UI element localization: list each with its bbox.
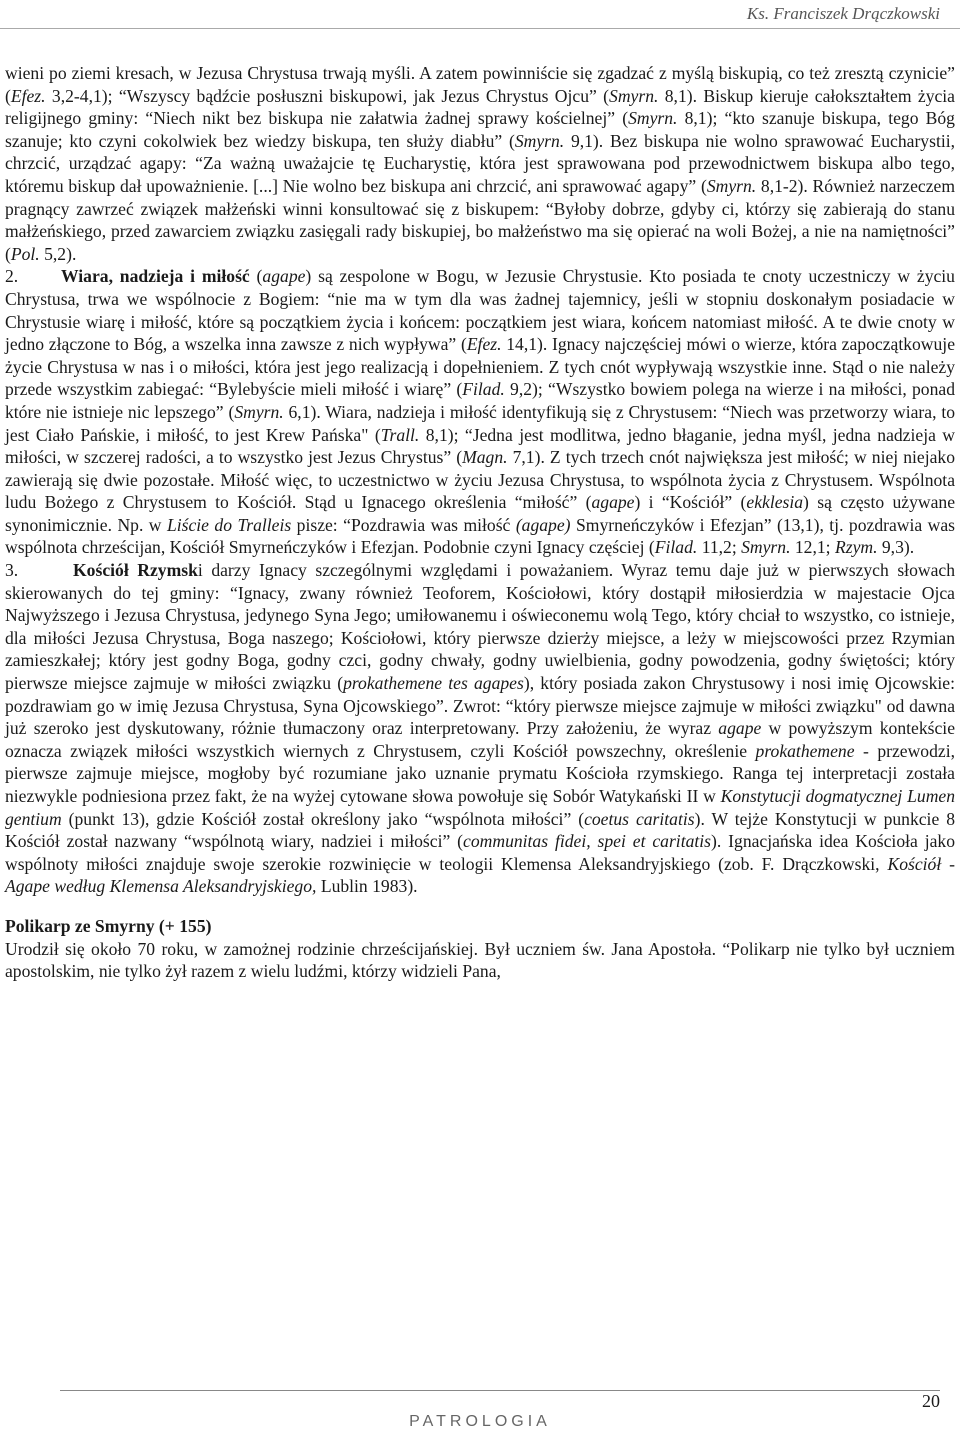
section-number: 3. bbox=[5, 560, 19, 581]
paragraph-spacer bbox=[5, 898, 955, 915]
page-body bbox=[5, 62, 955, 983]
paragraph-polycarp: Urodził się około 70 roku, w zamożnej rodzinie chrześcijańskiej. Był uczniem św. Jana Apostoła. “Polikarp nie tylko był uczniem apostolskim, nie tylko żył razem z wielu ludźmi, którzy widzieli Pana, bbox=[5, 938, 955, 982]
header-divider bbox=[0, 28, 960, 29]
running-header-author: Ks. Franciszek Drączkowski bbox=[746, 4, 940, 23]
page-number: 20 bbox=[922, 1391, 940, 1411]
paragraph-faith-hope-love: 2. Wiara, nadzieja i miłość (agape) są zespolone w Bogu, w Jezusie Chrystusie. Kto posiada te cnoty uczestniczy w życiu Chrystusa, trwa we wspólnocie z Bogiem: “nie ma w tym dla was żadnej tajemnicy, jeśli w stopniu doskonałym posiadacie w Chrystusie wiarę i miłość, które są początkiem życia i końcem: początkiem jest wiara, końcem natomiast miłość. A te dwie cnoty w jedno złączone to Bóg, a wszelka inna zawsze z nich wypływa” (Efez. 14,1). Ignacy najczęściej mówi o wierze, która zapoczątkowuje życie Chrystusa w nas i o miłości, która jest jego realizacją i dopełnieniem. Z tych cnót wypływają wszystkie inne. Stąd o nie należy przede wszystkim zabiegać: “Bylebyście mieli miłość i wiarę” (Filad. 9,2); “Wszystko bowiem polega na wierze i na miłości, ponad które nie istnieje nic lepszego” (Smyrn. 6,1). Wiara, nadzieja i miłość identyfikują się z Chrystusem: “Niech was przetworzy wiara, to jest Ciało Pańskie, i miłość, to jest Krew Pańska" (Trall. 8,1); “Jedna jest modlitwa, jedno błaganie, jedna myśl, jedna nadzieja w miłości, w szczerej radości, a to wszystko jest Jezus Chrystus” (Magn. 7,1). Z tych trzech cnót największa jest miłość; w niej niejako zawierają się dwie pozostałe. Miłość więc, to uczestnictwo w życiu Jezusa Chrystusa, to wspólnota życia z Chrystusem. Wspólnota ludu Bożego z Chrystusem to Kościół. Stąd u Ignacego określenia “miłość” (agape) i “Kościół” (ekklesia) są często używane synonimicznie. Np. w Liście do Tralleis pisze: “Pozdrawia was miłość (agape) Smyrneńczyków i Efezjan” (13,1), tj. pozdrawia was wspólnota chrześcijan, Kościół Smyrneńczyków i Efezjan. Podobnie czyni Ignacy częściej (Filad. 11,2; Smyrn. 12,1; Rzym. 9,3). bbox=[5, 266, 956, 558]
section-title-polycarp: Polikarp ze Smyrny (+ 155) bbox=[5, 915, 212, 936]
section-heading-inline: Wiara, nadzieja i miłość bbox=[61, 266, 250, 287]
paragraph-bishop-authority: wieni po ziemi kresach, w Jezusa Chrystusa trwają myśli. A zatem powinniście się zgadzać z myślą biskupią, co też zresztą czynicie” (Efez. 3,2-4,1); “Wszyscy bądźcie posłuszni biskupowi, jak Jezus Chrystus Ojcu” (Smyrn. 8,1). Biskup kieruje całokształtem życia religijnego gminy: “Niech nikt bez biskupa nie załatwia żadnej sprawy kościelnej” (Smyrn. 8,1); “kto szanuje biskupa, tego Bóg szanuje; kto czyni cokolwiek bez wiedzy biskupa, ten służy diabłu” (Smyrn. 9,1). Bez biskupa nie wolno sprawować Eucharystii, chrzcić, urządzać agapy: “Za ważną uważajcie tę Eucharystię, która jest sprawowana pod przewodnictwem biskupa albo tego, któremu biskup dał upoważnienie. [...] Nie wolno bez biskupa ani chrzcić, ani sprawować agapy” (Smyrn. 8,1-2). Również narzeczem pragnący zawrzeć związek małżeński winni konsultować się z biskupem: “Byłoby dobrze, gdyby ci, którzy się zabierają do stanu małżeńskiego, przed zawarciem związku zasięgali rady biskupiej, bo małżeństwo ma się opierać na woli Bożej, a nie na namiętności” (Pol. 5,2). bbox=[5, 63, 956, 264]
footer-divider bbox=[60, 1390, 940, 1391]
paragraph-roman-church: 3. Kościół Rzymski darzy Ignacy szczególnymi względami i poważaniem. Wyraz temu daje już w pierwszych słowach skierowanych do tej gminy: “Ignacy, zwany również Teoforem, Kościołowi, który dostąpił miłosierdzia w majestacie Ojca Najwyższego i Jezusa Chrystusa, jedynego Syna Jego; umiłowanemu i oświeconemu wolą Tego, który chciał to wszystko, co istnieje, dla miłości Jezusa Chrystusa, Boga naszego; Kościołowi, który pierwsze dzierży miejsce, a leży w miejscowości przez Rzymian zamieszkałej; który jest godny Boga, godny czci, godny chwały, godny uwielbienia, godny powodzenia, godny świętości; który pierwsze miejsce zajmuje w miłości związku (prokathemene tes agapes), który posiada zakon Chrystusowy i nosi imię Ojcowskie: pozdrawiam go w imię Jezusa Chrystusa, Syna Ojcowskiego”. Zwrot: “który pierwsze miejsce zajmuje w miłości związku" od dawna już szeroko jest dyskutowany, różnie tłumaczony oraz interpretowany. Przy założeniu, że wyraz agape w powyższym kontekście oznacza związek miłości wszystkich wiernych z Chrystusem, czyli Kościół powszechny, określenie prokathemene - przewodzi, pierwsze zajmuje miejsce, mogłoby być rozumiane jako uznanie prymatu Kościoła rzymskiego. Ranga tej interpretacji została niezwykle podniesiona przez fakt, że na wyżej cytowane słowa powołuje się Sobór Watykański II w Konstytucji dogmatycznej Lumen gentium (punkt 13), gdzie Kościół został określony jako “wspólnota miłości” (coetus caritatis). W tejże Konstytucji w punkcie 8 Kościół został nazwany “wspólnotą wiary, nadziei i miłości” (communitas fidei, spei et caritatis). Ignacjańska idea Kościoła jako wspólnoty miłości znajduje swoje szerokie rozwinięcie w teologii Klemensa Aleksandryjskiego (zob. F. Drączkowski, Kościół - Agape według Klemensa Aleksandryjskiego, Lublin 1983). bbox=[5, 560, 956, 897]
footer-title: PATROLOGIA bbox=[409, 1413, 551, 1430]
section-heading-inline: Kościół Rzymsk bbox=[73, 560, 198, 581]
section-number: 2. bbox=[5, 266, 19, 287]
